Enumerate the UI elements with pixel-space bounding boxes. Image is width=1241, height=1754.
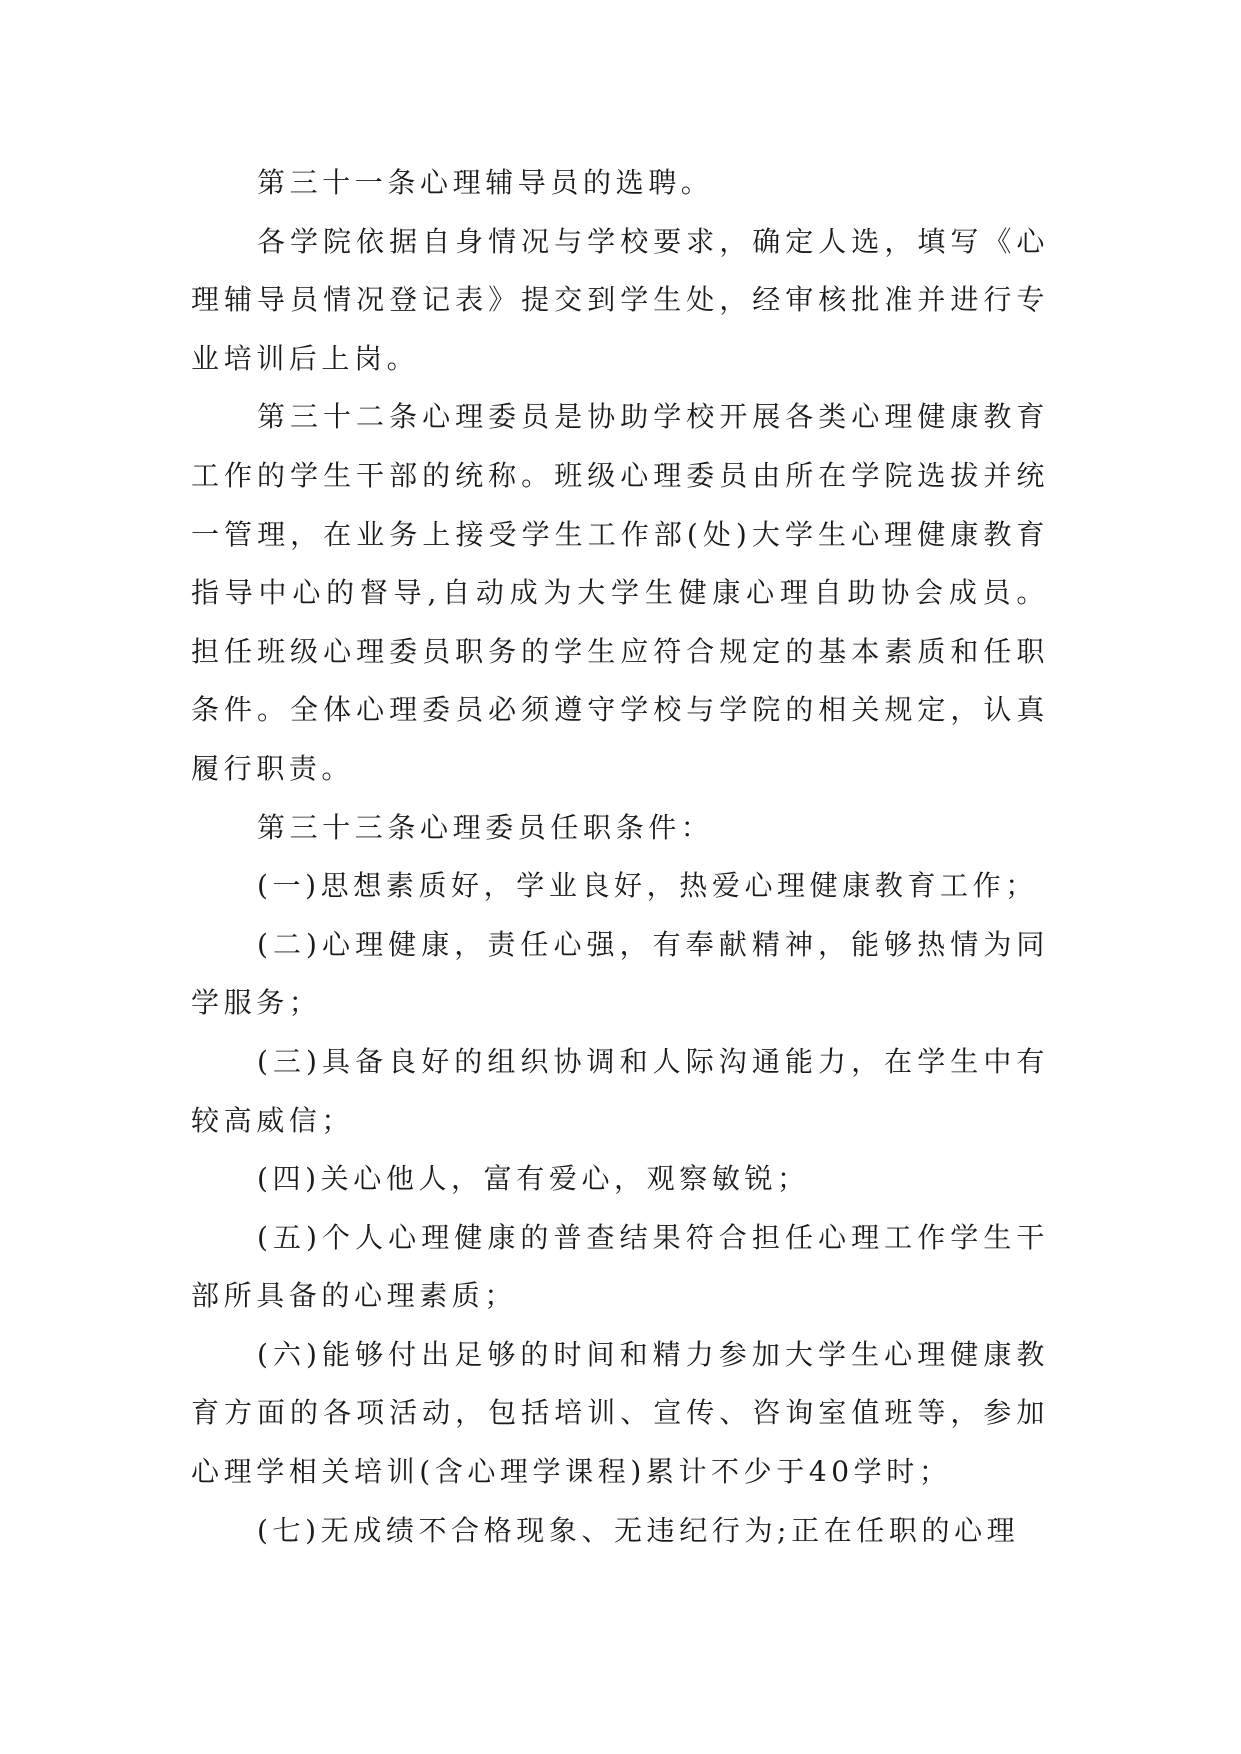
condition-4: (四)关心他人，富有爱心，观察敏锐； (257, 1162, 810, 1196)
condition-1: (一)思想素质好，学业良好，热爱心理健康教育工作； (257, 869, 1038, 903)
condition-6: (六)能够付出足够的时间和精力参加大学生心理健康教育方面的各项活动，包括培训、宣传、咨询室值班等，参加心理学相关培训(含心理学课程)累计不少于40学时； (191, 1337, 1049, 1489)
condition-3: (三)具备良好的组织协调和人际沟通能力，在学生中有较高威信； (191, 1044, 1049, 1137)
document-body (191, 154, 1049, 1560)
condition-7: (七)无成绩不合格现象、无违纪行为;正在任职的心理 (257, 1513, 1020, 1547)
article-31-body: 各学院依据自身情况与学校要求，确定人选，填写《心理辅导员情况登记表》提交到学生处，经审核批准并进行专业培训后上岗。 (191, 224, 1049, 375)
article-31-heading: 第三十一条心理辅导员的选聘。 (257, 166, 714, 199)
condition-2: (二)心理健康，责任心强，有奉献精神，能够热情为同学服务； (191, 927, 1049, 1020)
condition-5: (五)个人心理健康的普查结果符合担任心理工作学生干部所具备的心理素质； (191, 1220, 1049, 1313)
article-33-heading: 第三十三条心理委员任职条件： (257, 810, 714, 844)
article-32-body: 第三十二条心理委员是协助学校开展各类心理健康教育工作的学生干部的统称。班级心理委员由所在学院选拔并统一管理，在业务上接受学生工作部(处)大学生心理健康教育指导中心的督导,自动成为大学生健康心理自助协会成员。担任班级心理委员职务的学生应符合规定的基本素质和任职条件。全体心理委员必须遵守学校与学院的相关规定，认真履行职责。 (191, 400, 1049, 785)
